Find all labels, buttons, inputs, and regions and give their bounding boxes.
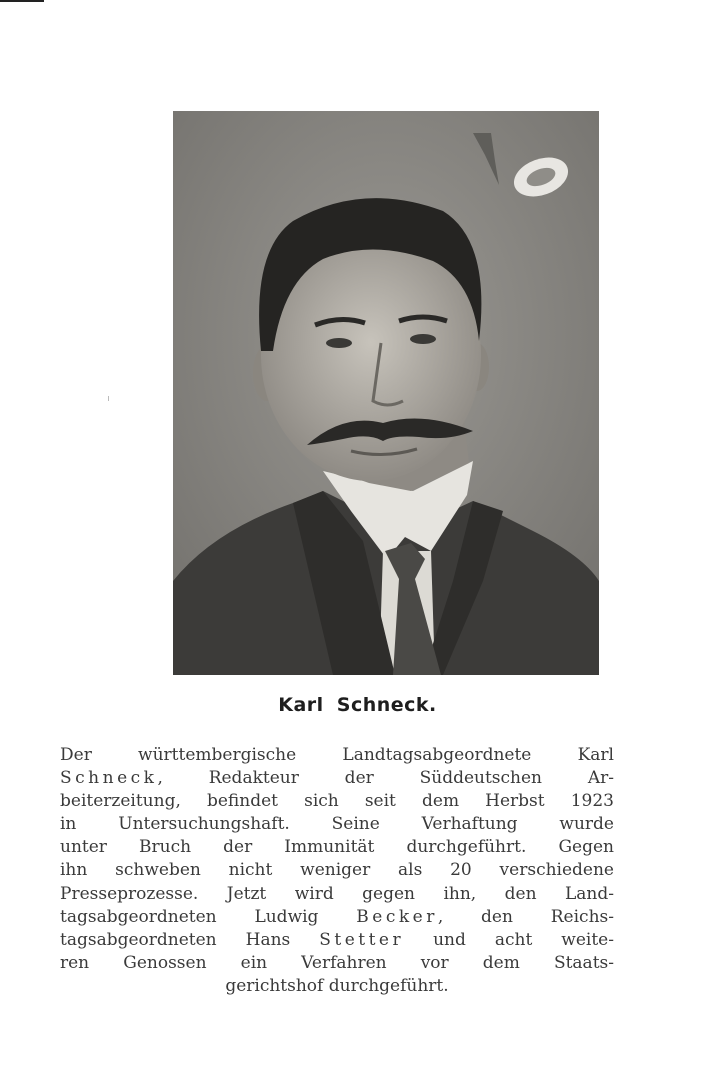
- text-line: tagsabgeordneten Hans Stetter und acht weite-: [60, 929, 614, 950]
- text-line: beiterzeitung, befindet sich seit dem Herbst 1923: [60, 791, 614, 812]
- biography-paragraph: [60, 744, 614, 998]
- text-line: gerichtshof durchgeführt.: [225, 975, 449, 996]
- text-line: unter Bruch der Immunität durchgeführt. Gegen: [60, 837, 614, 858]
- spaced-name: Stetter: [319, 929, 405, 950]
- text-line: Presseprozesse. Jetzt wird gegen ihn, den Land-: [60, 883, 614, 904]
- portrait-illustration: [173, 111, 599, 675]
- spaced-name: Becker: [356, 906, 438, 927]
- photo-caption: Karl Schneck.: [278, 694, 437, 716]
- spaced-name: Schneck: [60, 768, 158, 789]
- text-line: Schneck, Redakteur der Süddeutschen Ar-: [60, 768, 614, 789]
- corner-scan-mark: [0, 0, 44, 2]
- text-line: tagsabgeordneten Ludwig Becker, den Reichs-: [60, 906, 614, 927]
- text-line: ren Genossen ein Verfahren vor dem Staats-: [60, 952, 614, 973]
- text-line: in Untersuchungshaft. Seine Verhaftung wurde: [60, 814, 614, 835]
- text-line: Der württembergische Landtagsabgeordnete Karl: [60, 745, 614, 765]
- scan-speck: [108, 396, 109, 401]
- portrait-photo: [173, 111, 599, 675]
- text-line: ihn schweben nicht weniger als 20 verschiedene: [60, 860, 614, 881]
